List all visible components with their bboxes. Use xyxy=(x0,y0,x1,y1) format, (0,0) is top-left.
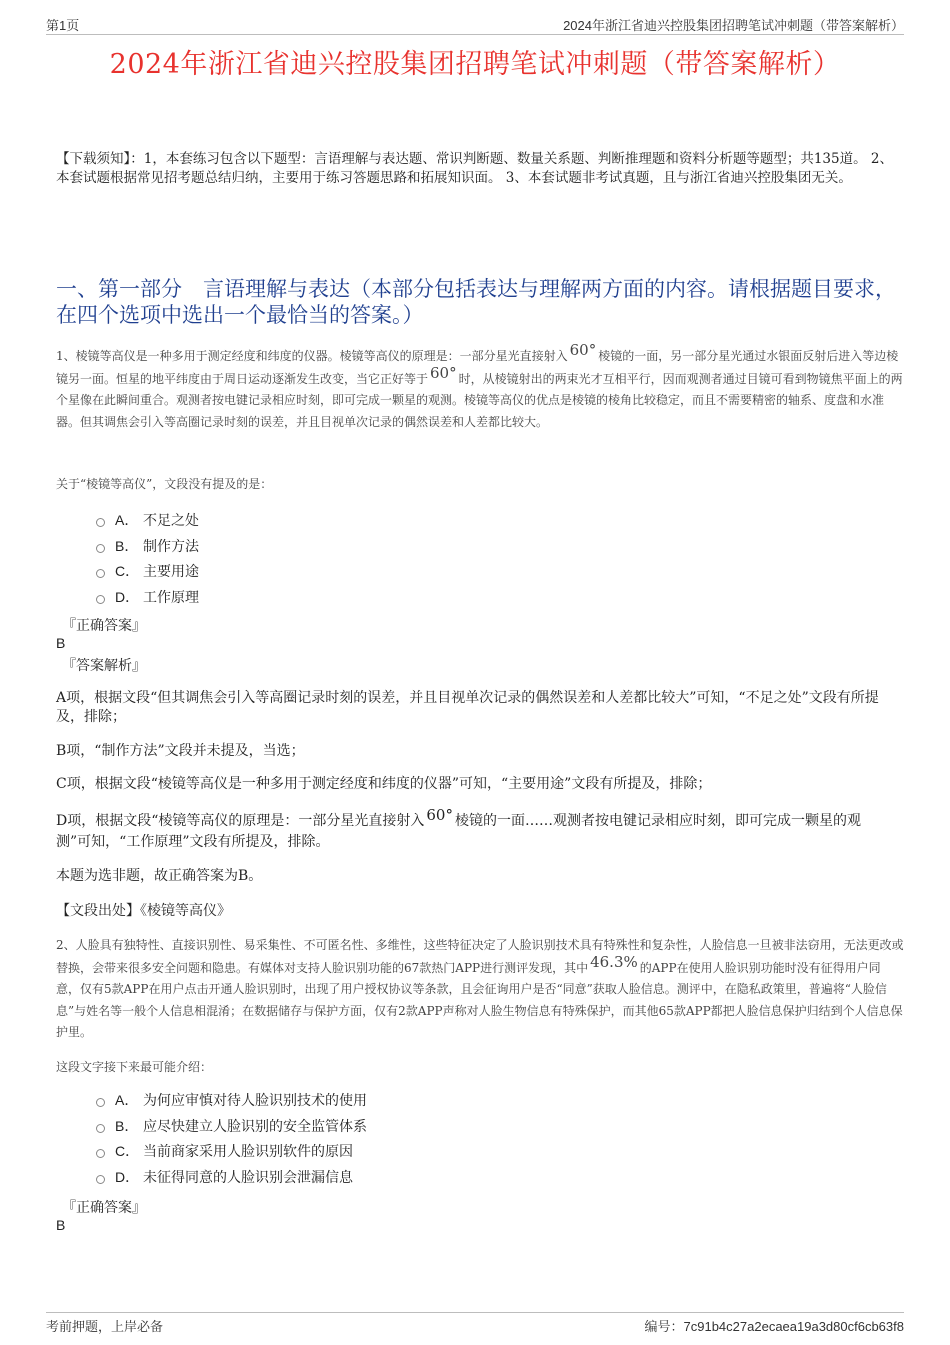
option-b[interactable]: B． 制作方法 xyxy=(96,533,696,559)
math-angle: 60° xyxy=(569,341,597,359)
page-footer xyxy=(46,1312,904,1333)
question-2-prompt: 这段文字接下来最可能介绍： xyxy=(56,1060,213,1074)
radio-icon[interactable] xyxy=(96,1149,105,1158)
question-1-text: 1、棱镜等高仪是一种多用于测定经度和纬度的仪器。棱镜等高仪的原理是：一部分星光直接射入 60° 棱镜的一面，另一部分星光通过水银面反射后进入等边棱镜另一面。恒星的地平纬度由于周日运动逐渐发生改变，当它正好等于 60° 时，从棱镜射出的两束光才互相平行，因而观测者通过目镜可看到物镜焦平面上的两个星像在此瞬间重合。观测者按电键记录相应时刻，即可完成一颗星的观测。棱镜等高仪的优点是棱镜的棱角比较稳定，而且不需要精密的轴系、度盘和水准器。但其调焦会引入等高圈记录时刻的误差，并且目视单次记录的偶然误差和人差都比较大。 xyxy=(56,341,903,429)
answer-label: 『正确答案』 xyxy=(62,1200,146,1216)
footer-code: 编号：7c91b4c27a2ecaea19a3d80cf6cb63f8 xyxy=(644,1319,904,1334)
document-title: 2024年浙江省迪兴控股集团招聘笔试冲刺题（带答案解析） xyxy=(109,49,841,80)
page-number: 第1页 xyxy=(46,18,80,33)
option-d[interactable]: D． 工作原理 xyxy=(96,584,696,610)
download-notice: 【下载须知】：1，本套练习包含以下题型：言语理解与表达题、常识判断题、数量关系题、判断推理题和资料分析题等题型；共135道。 2、本套试题根据常见招考题总结归纳，主要用于练习答题思路和拓展知识面。 3、本套试题非考试真题，且与浙江省迪兴控股集团无关。 xyxy=(56,151,893,186)
analysis-option-c: C项，根据文段“棱镜等高仪是一种多用于测定经度和纬度的仪器”可知，“主要用途”文段有所提及，排除； xyxy=(56,776,712,792)
analysis-option-a: A项，根据文段“但其调焦会引入等高圈记录时刻的误差，并且目视单次记录的偶然误差和人差都比较大”可知，“不足之处”文段有所提及，排除； xyxy=(56,690,879,725)
radio-icon[interactable] xyxy=(96,569,105,578)
conclusion: 本题为选非题，故正确答案为B。 xyxy=(56,868,263,884)
radio-icon[interactable] xyxy=(96,1175,105,1184)
footer-slogan: 考前押题，上岸必备 xyxy=(46,1320,164,1335)
answer-label: 『正确答案』 xyxy=(62,618,146,634)
math-percentage: 46.3% xyxy=(590,952,638,971)
option-a[interactable]: A． 不足之处 xyxy=(96,507,696,533)
radio-icon[interactable] xyxy=(96,1124,105,1133)
option-c[interactable]: C． 主要用途 xyxy=(96,558,696,584)
radio-icon[interactable] xyxy=(96,544,105,553)
math-angle: 60° xyxy=(426,806,453,824)
option-a[interactable]: A． 为何应审慎对待人脸识别技术的使用 xyxy=(96,1087,696,1113)
question-1-prompt: 关于“棱镜等高仪”，文段没有提及的是： xyxy=(56,477,273,491)
analysis-option-b: B项，“制作方法”文段并未提及，当选； xyxy=(56,743,305,759)
option-c[interactable]: C． 当前商家采用人脸识别软件的原因 xyxy=(96,1138,696,1164)
question-2-options xyxy=(96,1087,696,1190)
source: 【文段出处】《棱镜等高仪》 xyxy=(56,903,231,919)
radio-icon[interactable] xyxy=(96,1098,105,1107)
answer-value: B xyxy=(56,1217,66,1233)
math-angle: 60° xyxy=(430,363,457,382)
page-header xyxy=(46,14,904,35)
analysis-label: 『答案解析』 xyxy=(62,658,146,674)
header-doc-name: 2024年浙江省迪兴控股集团招聘笔试冲刺题（带答案解析） xyxy=(563,18,904,33)
radio-icon[interactable] xyxy=(96,595,105,604)
option-d[interactable]: D． 未征得同意的人脸识别会泄漏信息 xyxy=(96,1164,696,1190)
section-title: 一、第一部分 言语理解与表达（本部分包括表达与理解两方面的内容。请根据题目要求，在四个选项中选出一个最恰当的答案。） xyxy=(56,277,896,327)
option-b[interactable]: B． 应尽快建立人脸识别的安全监管体系 xyxy=(96,1113,696,1139)
answer-value: B xyxy=(56,635,66,651)
question-2-text: 2、人脸具有独特性、直接识别性、易采集性、不可匿名性、多维性，这些特征决定了人脸识别技术具有特殊性和复杂性，人脸信息一旦被非法窃用，无法更改或替换，会带来很多安全问题和隐患。有媒体对支持人脸识别功能的67款热门APP进行测评发现，其中 46.3% 的APP在使用人脸识别功能时没有征得用户同意，仅有5款APP在用户点击开通人脸识别时，出现了用户授权协议等条款，且会征询用户是否“同意”获取人脸信息。测评中，在隐私政策里，普遍将“人脸信息”与姓名等一般个人信息相混淆；在数据储存与保护方面，仅有2款APP声称对人脸生物信息有特殊保护，而其他65款APP都把人脸信息保护归结到个人信息保护里。 xyxy=(56,938,904,1039)
radio-icon[interactable] xyxy=(96,518,105,527)
question-1-options xyxy=(96,507,696,610)
analysis-option-d: D项，根据文段“棱镜等高仪的原理是：一部分星光直接射入 60° 棱镜的一面……观测者按电键记录相应时刻，即可完成一颗星的观测”可知，“工作原理”文段有所提及，排除。 xyxy=(56,806,861,850)
